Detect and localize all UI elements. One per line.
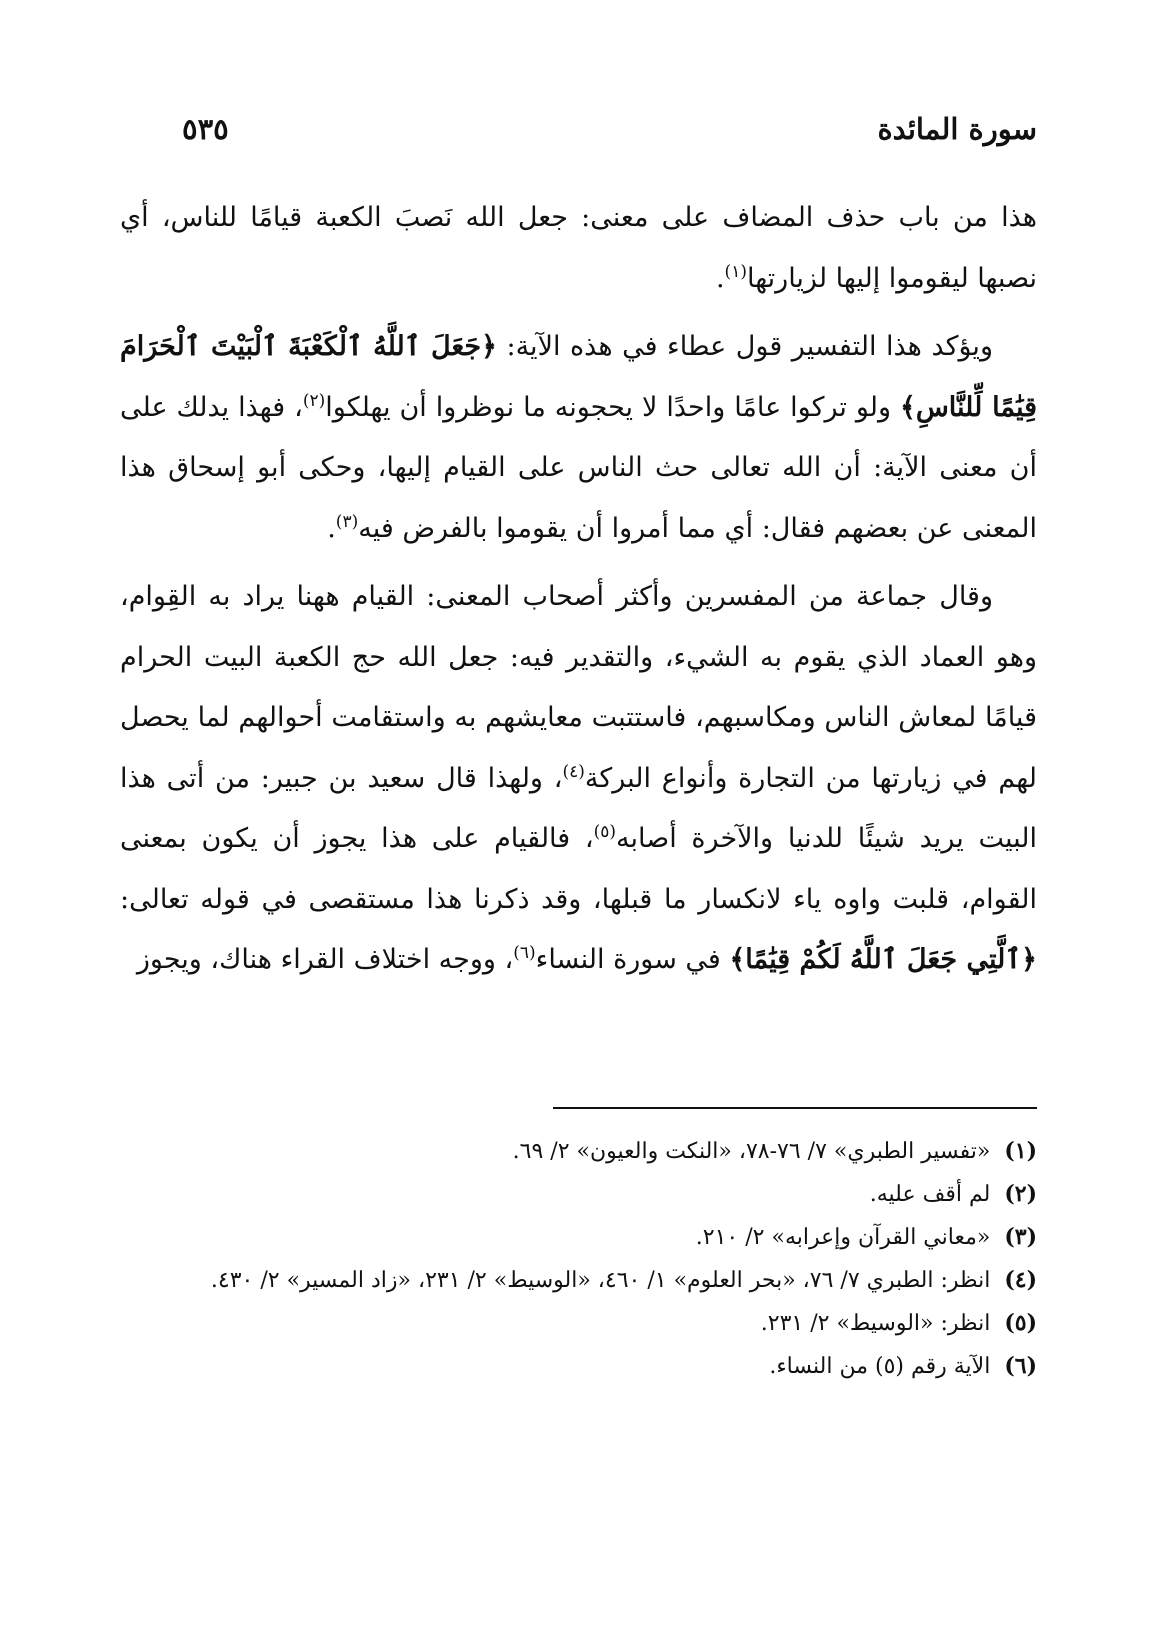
text-run: . (327, 512, 336, 544)
footnote-text: انظر: «الوسيط» ٢/ ٢٣١. (760, 1311, 991, 1336)
paragraph-2 (120, 317, 1037, 559)
footnote-ref-6: (٦) (513, 943, 536, 963)
quran-verse: ﴿جَعَلَ ٱللَّهُ ٱلْكَعْبَةَ ٱلْبَيْتَ ٱلْحَرَامَ قِيَٰمًا لِّلنَّاسِ﴾ (120, 331, 1038, 423)
text-run: وقال جماعة من المفسرين وأكثر أصحاب المعنى: القيام ههنا يراد به القِوام، وهو العماد الذي يقوم به الشيء، والتقدير فيه: جعل الله حج الكعبة البيت الحرام قيامًا لمعاش الناس ومكاسبهم، فاستتبت معايشهم به واستقامت أحوالهم لما يحصل لهم في زيارتها من التجارة وأنواع البركة (120, 581, 1037, 794)
text-run: ويؤكد هذا التفسير قول عطاء في هذه الآية: (496, 331, 993, 362)
footnote-ref-3: (٣) (335, 511, 359, 532)
footnote-number: (١) (1004, 1138, 1037, 1164)
footnote-number: (٥) (1004, 1310, 1037, 1336)
footnote-item (120, 1345, 1037, 1388)
running-header (170, 112, 1037, 156)
page-number: ٥٣٥ (182, 112, 229, 146)
footnote-ref-2: (٢) (302, 390, 326, 411)
footnote-text: لم أقف عليه. (869, 1182, 991, 1207)
text-run: ، فالقيام على هذا يجوز أن يكون بمعنى القوام، قلبت واوه ياء لانكسار ما قبلها، وقد ذكرنا هذا مستقصى في قوله تعالى: (120, 823, 1037, 915)
paragraph-1 (120, 188, 1037, 309)
paragraph-3 (120, 567, 1037, 991)
text-run: . (715, 262, 725, 294)
quran-verse: ﴿ٱلَّتِي جَعَلَ ٱللَّهُ لَكُمْ قِيَٰمًا﴾ (729, 944, 1037, 975)
text-run: ، ولهذا قال سعيد بن جبير: من أتى هذا البيت يريد شيئًا للدنيا والآخرة أصابه (120, 762, 1037, 854)
text-run: ، ووجه اختلاف القراء هناك، ويجوز (136, 944, 514, 975)
footnote-item (120, 1130, 1037, 1173)
text-run: هذا من باب حذف المضاف على معنى: جعل الله نَصبَ الكعبة قيامًا للناس، أي نصبها ليقوموا إليها لزيارتها (120, 202, 1037, 294)
footnote-item (120, 1173, 1037, 1216)
footnote-text: «تفسير الطبري» ٧/ ٧٦-٧٨، «النكت والعيون» ٢/ ٦٩. (512, 1139, 991, 1164)
footnote-text: «معاني القرآن وإعرابه» ٢/ ٢١٠. (695, 1225, 991, 1250)
footnote-item (120, 1302, 1037, 1345)
footnote-item (120, 1259, 1037, 1302)
footnote-number: (٤) (1004, 1267, 1037, 1293)
footnote-text: الآية رقم (٥) من النساء. (769, 1354, 991, 1379)
footnote-number: (٣) (1004, 1224, 1037, 1250)
text-run: ، فهذا يدلك على أن معنى الآية: أن الله تعالى حث الناس على القيام إليها، وحكى أبو إسحاق هذا المعنى عن بعضهم فقال: أي مما أمروا أن يقوموا بالفرض فيه (120, 391, 1037, 544)
footnotes (120, 1130, 1037, 1388)
footnote-separator (553, 1107, 1037, 1109)
footnote-item (120, 1216, 1037, 1259)
main-text (120, 188, 1037, 999)
footnote-number: (٢) (1004, 1181, 1037, 1207)
text-run: في سورة النساء (535, 944, 730, 975)
footnote-text: انظر: الطبري ٧/ ٧٦، «بحر العلوم» ١/ ٤٦٠، «الوسيط» ٢/ ٢٣١، «زاد المسير» ٢/ ٤٣٠. (210, 1268, 991, 1293)
surah-title: سورة المائدة (877, 112, 1037, 146)
footnote-ref-5: (٥) (593, 822, 617, 842)
footnote-ref-1: (١) (724, 261, 747, 282)
footnote-number: (٦) (1004, 1353, 1037, 1379)
text-run: ولو تركوا عامًا واحدًا لا يحجونه ما نوظروا أن يهلكوا (325, 391, 901, 423)
footnote-ref-4: (٤) (562, 761, 585, 782)
